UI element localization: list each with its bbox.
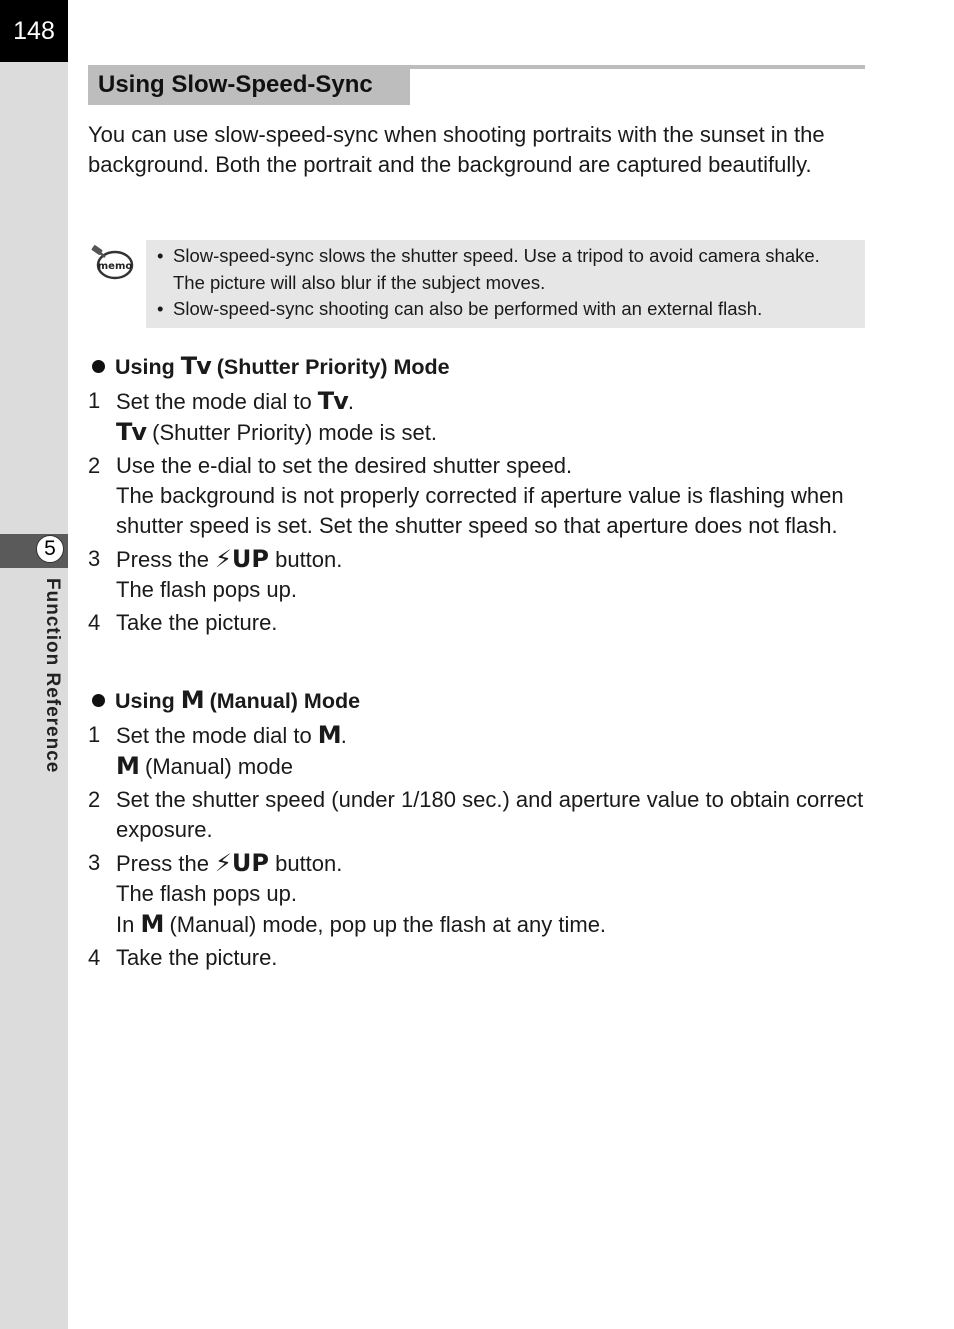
step: 3 Press the ⚡UP button. The flash pops up. — [88, 545, 343, 602]
tv-mode-icon: Tv — [116, 418, 147, 446]
memo-item: • Slow-speed-sync shooting can also be performed with an external flash. — [156, 296, 855, 323]
chapter-number: 5 — [36, 535, 64, 563]
m-mode-steps — [88, 720, 868, 973]
m-mode-icon: M — [317, 721, 341, 749]
flash-up-icon: ⚡UP — [215, 849, 269, 877]
step: 1 Set the mode dial to Tv. Tv (Shutter Priority) mode is set. — [88, 387, 437, 446]
m-mode-heading: Using M (Manual) Mode — [92, 687, 360, 714]
svg-text:memo: memo — [97, 261, 133, 272]
bullet-icon — [92, 360, 105, 373]
memo-box — [146, 240, 865, 328]
step: 2 Use the e-dial to set the desired shutter speed. The background is not properly corrected if aperture value is flashing when shutter speed is set. Set the shutter speed so that aperture does not flash. — [88, 453, 844, 538]
m-mode-icon: M — [140, 910, 164, 938]
step: 1 Set the mode dial to M. M (Manual) mode — [88, 721, 347, 780]
page-number: 148 — [0, 0, 68, 62]
bullet-icon — [92, 694, 105, 707]
tv-mode-steps — [88, 386, 868, 638]
tv-mode-heading: Using Tv (Shutter Priority) Mode — [92, 353, 450, 380]
tv-mode-icon: Tv — [317, 387, 348, 415]
intro-paragraph: You can use slow-speed-sync when shooting portraits with the sunset in the background. Both the portrait and the background are captured beautifully. — [88, 122, 825, 177]
chapter-label: Function Reference — [42, 578, 63, 774]
step: 4 Take the picture. — [88, 945, 278, 970]
m-mode-icon: M — [180, 686, 204, 714]
memo-icon — [90, 244, 134, 282]
tv-mode-icon: Tv — [180, 352, 211, 380]
m-mode-icon: M — [116, 752, 139, 780]
section-title: Using Slow-Speed-Sync — [88, 69, 410, 105]
step: 2 Set the shutter speed (under 1/180 sec.) and aperture value to obtain correct exposure. — [88, 787, 864, 842]
step: 3 Press the ⚡UP button. The flash pops up. In M (Manual) mode, pop up the flash at any time. — [88, 849, 607, 938]
step: 4 Take the picture. — [88, 610, 278, 635]
memo-item: • Slow-speed-sync slows the shutter speed. Use a tripod to avoid camera shake. The picture will also blur if the subject moves. — [156, 243, 855, 296]
flash-up-icon: ⚡UP — [215, 545, 269, 573]
